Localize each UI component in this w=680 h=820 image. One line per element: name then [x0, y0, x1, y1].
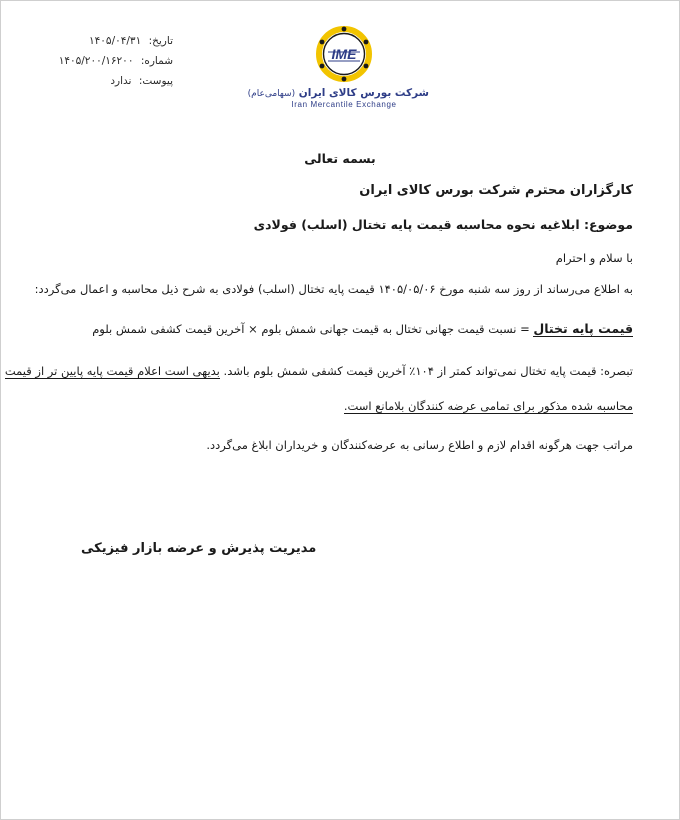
company-name-en: Iran Mercantile Exchange [291, 100, 397, 109]
number-value: ۱۴۰۵/۲۰۰/۱۶۲۰۰ [58, 55, 134, 67]
greeting: با سلام و احترام [555, 251, 633, 265]
pricing-formula [43, 321, 633, 336]
letter-meta [53, 31, 173, 91]
date-value: ۱۴۰۵/۰۴/۳۱ [89, 35, 142, 47]
invocation: بسمه تعالی [304, 151, 376, 166]
attachment-row [53, 71, 173, 91]
ime-logo [247, 25, 429, 133]
date-row [53, 31, 173, 51]
closing-paragraph: مراتب جهت هرگونه اقدام لازم و اطلاع رسانی به عرضه‌کنندگان و خریداران ابلاغ می‌گردد. [206, 438, 633, 452]
attachment-label: پیوست: [138, 75, 173, 87]
note-line-1 [4, 364, 633, 378]
note-underlined-continuation: محاسبه شده مذکور برای تمامی عرضه کنندگان بلامانع است. [343, 399, 633, 413]
subject-line: موضوع: ابلاغیه نحوه محاسبه قیمت پایه تختال (اسلب) فولادی [253, 217, 633, 232]
svg-text:IME: IME [331, 46, 357, 62]
company-name-fa: شرکت بورس کالای ایران (سهامی‌عام) [247, 87, 429, 99]
ime-logo-icon [315, 25, 373, 83]
number-label: شماره: [140, 55, 173, 67]
note-text: تبصره: قیمت پایه تختال نمی‌تواند کمتر از ۱۰۴٪ آخرین قیمت کشفی شمش بلوم باشد. [219, 364, 633, 378]
note-line-2 [43, 399, 633, 413]
note-underlined-text: بدیهی است اعلام قیمت پایه پایین تر از قیمت [4, 364, 220, 378]
attachment-value: ندارد [110, 75, 132, 87]
intro-paragraph: به اطلاع می‌رساند از روز سه شنبه مورخ ۱۴۰۵/۰۵/۰۶ قیمت پایه تختال (اسلب) فولادی به شرح ذیل محاسبه و اعمال می‌گردد: [34, 282, 633, 296]
date-label: تاریخ: [148, 35, 173, 47]
signature-department: مدیریت پذیرش و عرضه بازار فیزیکی [81, 541, 317, 556]
number-row [53, 51, 173, 71]
formula-term: قیمت پایه تختال [533, 321, 633, 336]
addressee: کارگزاران محترم شرکت بورس کالای ایران [359, 183, 633, 198]
formula-definition: = نسبت قیمت جهانی تختال به قیمت جهانی شمش بلوم × آخرین قیمت کشفی شمش بلوم [92, 322, 534, 336]
